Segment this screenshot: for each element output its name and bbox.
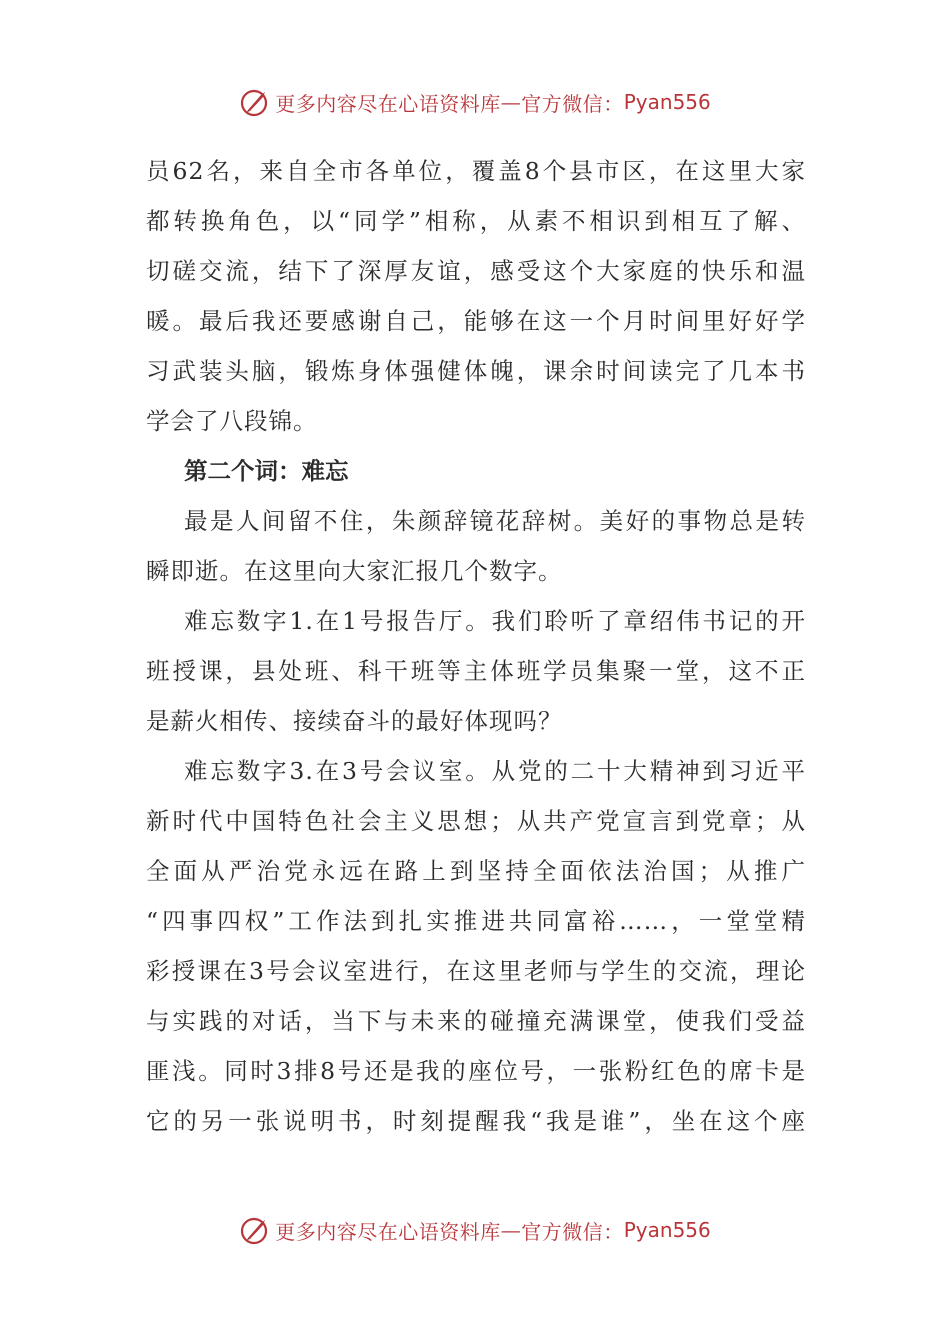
paragraph-line: “四事四权”工作法到扎实推进共同富裕……，一堂堂精 [146, 907, 806, 935]
header-banner [0, 82, 950, 122]
paragraph-line: 员62名，来自全市各单位，覆盖8个县市区，在这里大家 [146, 157, 806, 185]
paragraph-line: 是薪火相传、接续奋斗的最好体现吗？ [146, 707, 563, 735]
paragraph-line: 暖。最后我还要感谢自己，能够在这一个月时间里好好学 [146, 307, 806, 335]
paragraph-line: 全面从严治党永远在路上到坚持全面依法治国；从推广 [146, 857, 806, 885]
banner-dash: — [500, 90, 522, 114]
banner-wechat-label: 官方微信： [521, 91, 624, 116]
paragraph-line: 班授课，县处班、科干班等主体班学员集聚一堂，这不正 [146, 657, 806, 685]
paragraph-line: 习武装头脑，锻炼身体强健体魄，课余时间读完了几本书 [146, 357, 806, 385]
banner-wechat-label: 官方微信： [521, 1219, 624, 1244]
paragraph-line: 瞬即逝。在这里向大家汇报几个数字。 [146, 557, 563, 585]
paragraph-line: 切磋交流，结下了深厚友谊，感受这个大家庭的快乐和温 [146, 257, 806, 285]
paragraph-line: 新时代中国特色社会主义思想；从共产党宣言到党章；从 [146, 807, 806, 835]
paragraph-line: 难忘数字3.在3号会议室。从党的二十大精神到习近平 [184, 757, 806, 785]
document-body [146, 146, 806, 1146]
paragraph-line: 最是人间留不住，朱颜辞镜花辞树。美好的事物总是转 [184, 507, 806, 535]
paragraph-line: 彩授课在3号会议室进行，在这里老师与学生的交流，理论 [146, 957, 806, 985]
paragraph-line: 难忘数字1.在1号报告厅。我们聆听了章绍伟书记的开 [184, 607, 806, 635]
quill-pen-icon [239, 1214, 271, 1246]
paragraph-line: 它的另一张说明书，时刻提醒我“我是谁”，坐在这个座 [146, 1107, 806, 1135]
paragraph-line: 都转换角色，以“同学”相称，从素不相识到相互了解、 [146, 207, 806, 235]
paragraph-line: 与实践的对话，当下与未来的碰撞充满课堂，使我们受益 [146, 1007, 806, 1035]
paragraph-line: 匪浅。同时3排8号还是我的座位号，一张粉红色的席卡是 [146, 1057, 806, 1085]
banner-text: 更多内容尽在心语资料库 [275, 91, 501, 116]
banner-handle: Pyan556 [623, 90, 711, 114]
banner-handle: Pyan556 [623, 1218, 711, 1242]
quill-pen-icon [239, 86, 271, 118]
footer-banner [0, 1210, 950, 1250]
paragraph-line: 学会了八段锦。 [146, 407, 318, 435]
banner-text: 更多内容尽在心语资料库 [275, 1219, 501, 1244]
banner-dash: — [500, 1218, 522, 1242]
section-heading: 第二个词：难忘 [184, 457, 349, 485]
